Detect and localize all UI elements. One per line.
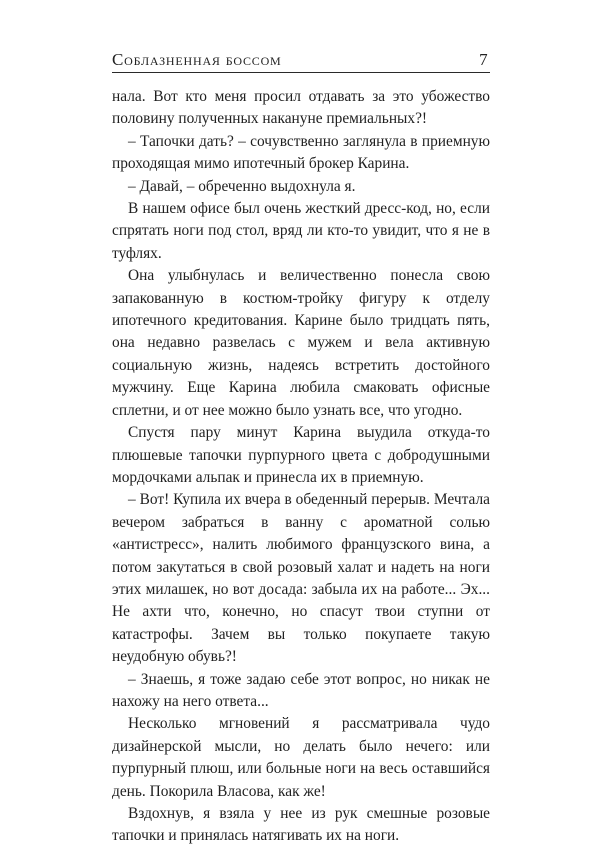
paragraph: Вздохнув, я взяла у нее из рук смешные розовые тапочки и принялась натягивать их на ноги. bbox=[112, 805, 490, 845]
paragraph: Спустя пару минут Карина выудила откуда-то плюшевые тапочки пурпурного цвета с добродушными мордочками альпак и принесла их в приемную. bbox=[112, 424, 490, 486]
paragraph: Она улыбнулась и величественно понесла свою запакованную в костюм-тройку фигуру к отделу ипотечного кредитования. Карине было тридцать пять, она недавно развелась с мужем и вела активную социальную жизнь, надеясь встретить достойного мужчину. Еще Карина любила смаковать офисные сплетни, и от нее можно было узнать все, что угодно. bbox=[112, 267, 490, 419]
page-number: 7 bbox=[479, 50, 488, 69]
paragraph: – Давай, – обреченно выдохнула я. bbox=[128, 177, 356, 195]
body-text bbox=[112, 86, 490, 848]
paragraph: В нашем офисе был очень жесткий дресс-код, но, если спрятать ноги под стол, вряд ли кто-то увидит, что я не в туфлях. bbox=[112, 200, 490, 262]
paragraph: – Вот! Купила их вчера в обеденный перерыв. Мечтала вечером забраться в ванну с ароматной солью «антистресс», налить любимого французского вина, а потом закутаться в свой розовый халат и надеть на ноги этих милашек, но вот досада: забыла их на работе... Эх... Не ахти что, конечно, но спасут твои ступни от катастрофы. Зачем вы только покупаете такую неудобную обувь?! bbox=[112, 491, 490, 666]
paragraph: – Тапочки дать? – сочувственно заглянула в приемную проходящая мимо ипотечный брокер Карина. bbox=[112, 132, 490, 173]
running-title: Соблазненная боссом bbox=[112, 50, 282, 69]
paragraph: нала. Вот кто меня просил отдавать за это убожество половину полученных накануне премиальных?! bbox=[112, 88, 490, 128]
paragraph: Несколько мгновений я рассматривала чудо дизайнерской мысли, но делать было нечего: или пурпурный плюш, или больные ноги на весь оставшийся день. Покорила Власова, как же! bbox=[112, 715, 490, 800]
paragraph: – Знаешь, я тоже задаю себе этот вопрос, но никак не нахожу на него ответа... bbox=[112, 670, 490, 710]
running-header bbox=[112, 42, 490, 70]
header-rule bbox=[112, 72, 490, 73]
